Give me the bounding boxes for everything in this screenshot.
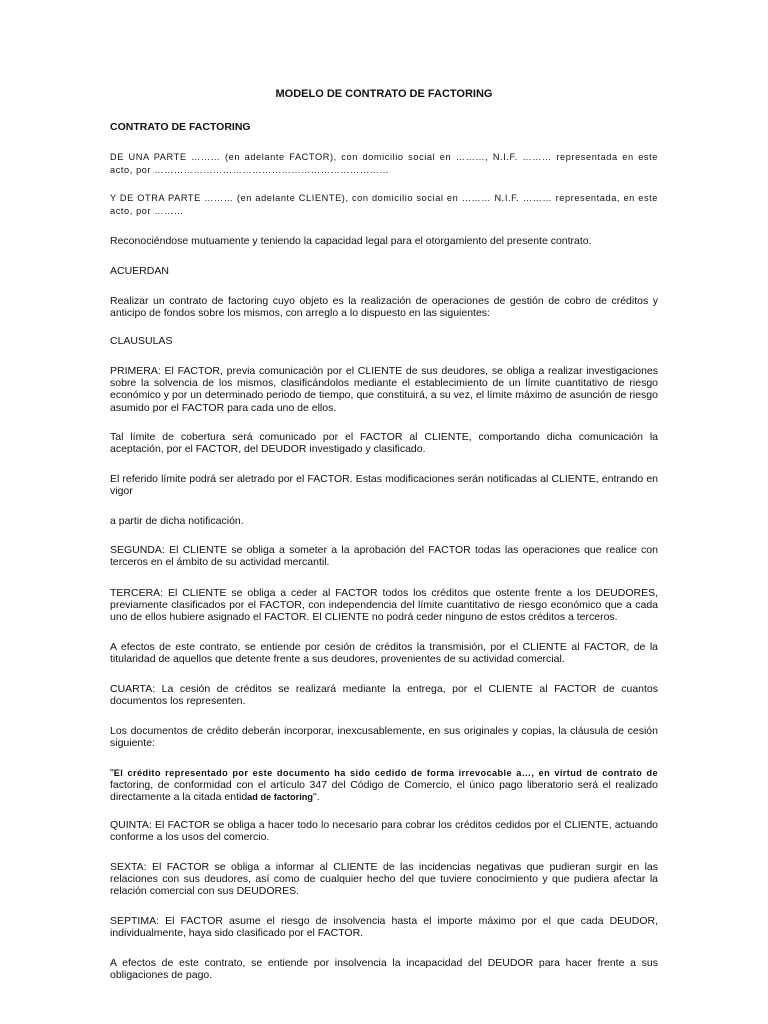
quote-open-mark: " (110, 767, 114, 779)
quote-bold-text: El crédito representado por este documento ha sido cedido de forma irrevocable a…, en virtud de contrato de (113, 768, 658, 778)
clause-septima: SEPTIMA: El FACTOR asume el riesgo de insolvencia hasta el importe máximo por el que cada DEUDOR, individualmente, haya sido clasificado por el FACTOR. (110, 915, 658, 940)
recognition-paragraph: Reconociéndose mutuamente y teniendo la capacidad legal para el otorgamiento del presente contrato. (110, 235, 592, 247)
clauses-heading: CLAUSULAS (110, 335, 173, 347)
party-two-paragraph: Y DE OTRA PARTE ……… (en adelante CLIENTE), con domicilio social en ……… N.I.F. ……… representada, en este acto, por ……… (110, 193, 658, 216)
quote-close-mark: ". (313, 791, 320, 804)
limit-paragraph: Tal límite de cobertura será comunicado por el FACTOR al CLIENTE, comportando dicha comunicación la aceptación, por el FACTOR, del DEUDOR investigado y clasificado. (110, 431, 658, 456)
clause-cuarta: CUARTA: La cesión de créditos se realizará mediante la entrega, por el CLIENTE al FACTOR de cuantos documentos los representen. (110, 683, 658, 708)
documents-paragraph: Los documentos de crédito deberán incorporar, inexcusablemente, en sus originales y copias, la cláusula de cesión siguiente: (110, 725, 658, 750)
clause-tercera: TERCERA: El CLIENTE se obliga a ceder al FACTOR todos los créditos que ostente frente a los DEUDORES, previamente clasificados por el FACTOR, con independencia del límite cuantitativo de riesgo económico que a cada uno de ellos hubiere asignado el FACTOR. El CLIENTE no podrá ceder ninguno de estos créditos a terceros. (110, 587, 658, 624)
clause-primera: PRIMERA: El FACTOR, previa comunicación por el CLIENTE de sus deudores, se obliga a realizar investigaciones sobre la solvencia de los mismos, clasificándolos mediante el establecimiento de un límite cuantitativo de riesgo económico y por un determinado periodo de tiempo, que constituirá, a su vez, el límite máximo de asunción de riesgo asumido por el FACTOR para cada uno de ellos. (110, 365, 658, 414)
clause-quinta: QUINTA: El FACTOR se obliga a hacer todo lo necesario para cobrar los créditos cedidos por el CLIENTE, actuando conforme a los usos del comercio. (110, 819, 658, 844)
assignment-clause-quote (110, 767, 658, 804)
insolvency-definition-paragraph: A efectos de este contrato, se entiende por insolvencia la incapacidad del DEUDOR para hacer frente a sus obligaciones de pago. (110, 957, 658, 982)
limit-change-paragraph: El referido límite podrá ser aletrado por el FACTOR. Estas modificaciones serán notificadas al CLIENTE, entrando en vigor (110, 473, 658, 498)
agree-heading: ACUERDAN (110, 265, 169, 277)
purpose-paragraph: Realizar un contrato de factoring cuyo objeto es la realización de operaciones de gestión de cobro de créditos y anticipo de fondos sobre los mismos, con arreglo a lo dispuesto en las siguientes: (110, 295, 658, 320)
assignment-definition-paragraph: A efectos de este contrato, se entiende por cesión de créditos la transmisión, por el CLIENTE al FACTOR, de la titularidad de aquellos que detente frente a sus deudores, provenientes de su actividad comercial. (110, 641, 658, 666)
quote-tail-text: ad de factoring (247, 792, 314, 803)
contract-heading: CONTRATO DE FACTORING (110, 121, 251, 133)
party-one-paragraph: DE UNA PARTE ……… (en adelante FACTOR), con domicilio social en ………, N.I.F. ……… representada en este acto, por ……………………………………………………………… (110, 152, 658, 175)
clause-sexta: SEXTA: El FACTOR se obliga a informar al CLIENTE de las incidencias negativas que pudieran surgir en las relaciones con sus deudores, así como de cualquier hecho del que tuviere conocimiento y que pudiera afectar la relación comercial con sus DEUDORES. (110, 861, 658, 898)
quote-text: factoring, de conformidad con el artículo 347 del Código de Comercio, el único pago liberatorio será el realizado directamente a la citada entid (110, 779, 658, 804)
notification-paragraph: a partir de dicha notificación. (110, 515, 244, 527)
clause-segunda: SEGUNDA: El CLIENTE se obliga a someter a la aprobación del FACTOR todas las operaciones que realice con terceros en el ámbito de su actividad mercantil. (110, 544, 658, 569)
document-title: MODELO DE CONTRATO DE FACTORING (275, 88, 493, 100)
